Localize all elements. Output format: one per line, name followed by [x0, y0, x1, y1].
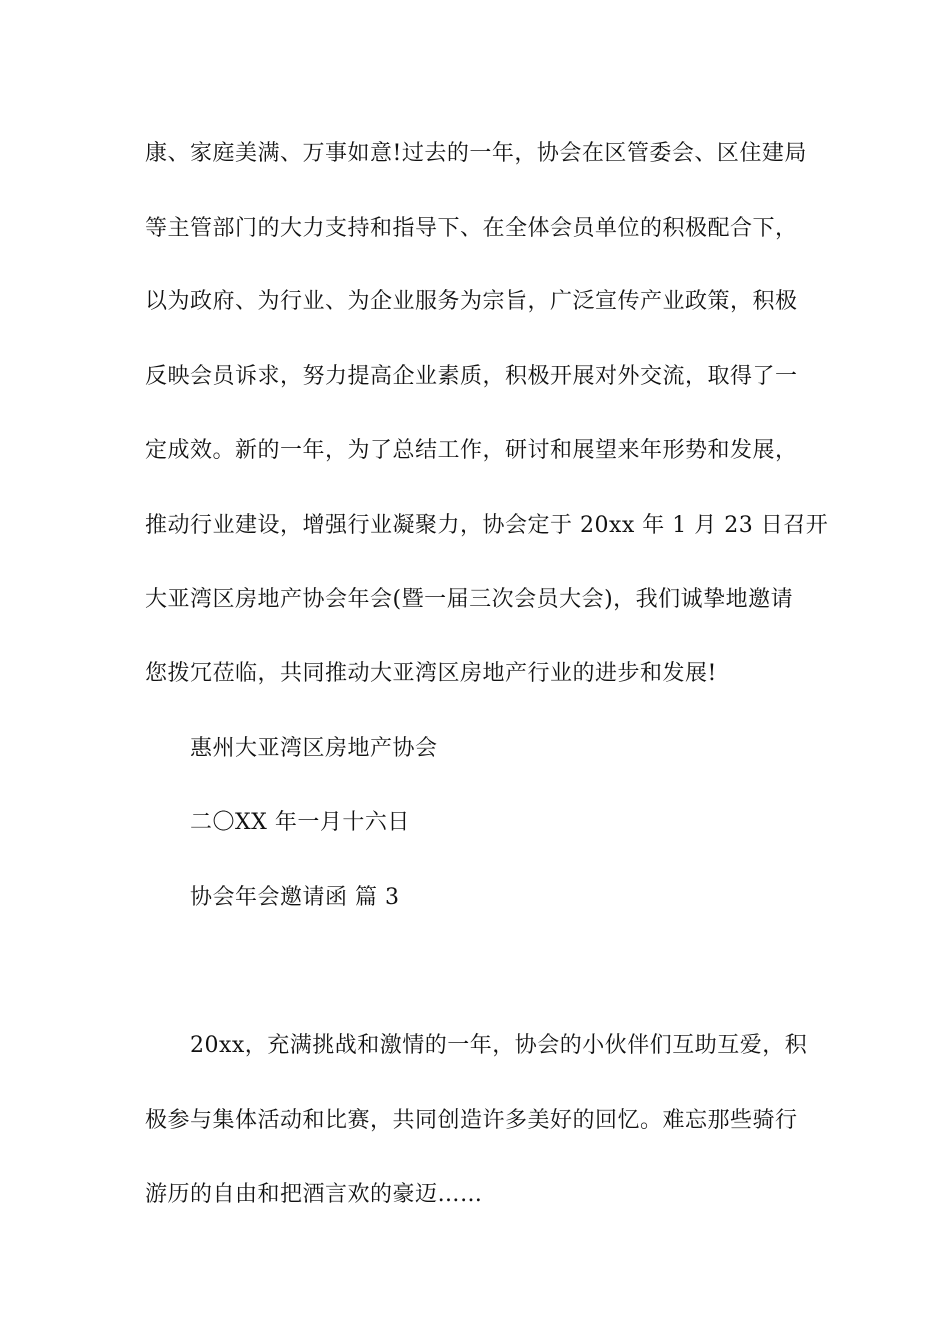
paragraph-line: 20xx，充满挑战和激情的一年，协会的小伙伴们互助互爱，积	[190, 1033, 808, 1058]
section-heading: 协会年会邀请函 篇 3	[190, 885, 400, 910]
paragraph-line: 游历的自由和把酒言欢的豪迈……	[145, 1182, 483, 1207]
paragraph-line: 定成效。新的一年，为了总结工作，研讨和展望来年形势和发展，	[145, 438, 798, 463]
paragraph-line: 极参与集体活动和比赛，共同创造许多美好的回忆。难忘那些骑行	[145, 1108, 798, 1133]
paragraph-line: 等主管部门的大力支持和指导下、在全体会员单位的积极配合下，	[145, 216, 798, 241]
signature-organization: 惠州大亚湾区房地产协会	[190, 736, 438, 761]
paragraph-line: 以为政府、为行业、为企业服务为宗旨，广泛宣传产业政策，积极	[145, 289, 798, 314]
paragraph-line: 大亚湾区房地产协会年会(暨一届三次会员大会)，我们诚挚地邀请	[145, 587, 794, 612]
paragraph-line: 反映会员诉求，努力提高企业素质，积极开展对外交流，取得了一	[145, 364, 798, 389]
signature-date: 二〇XX 年一月十六日	[190, 810, 410, 835]
paragraph-line: 您拨冗莅临，共同推动大亚湾区房地产行业的进步和发展!	[145, 661, 717, 686]
paragraph-line: 康、家庭美满、万事如意!过去的一年，协会在区管委会、区住建局	[145, 141, 807, 166]
paragraph-line: 推动行业建设，增强行业凝聚力，协会定于 20xx 年 1 月 23 日召开	[145, 513, 829, 538]
